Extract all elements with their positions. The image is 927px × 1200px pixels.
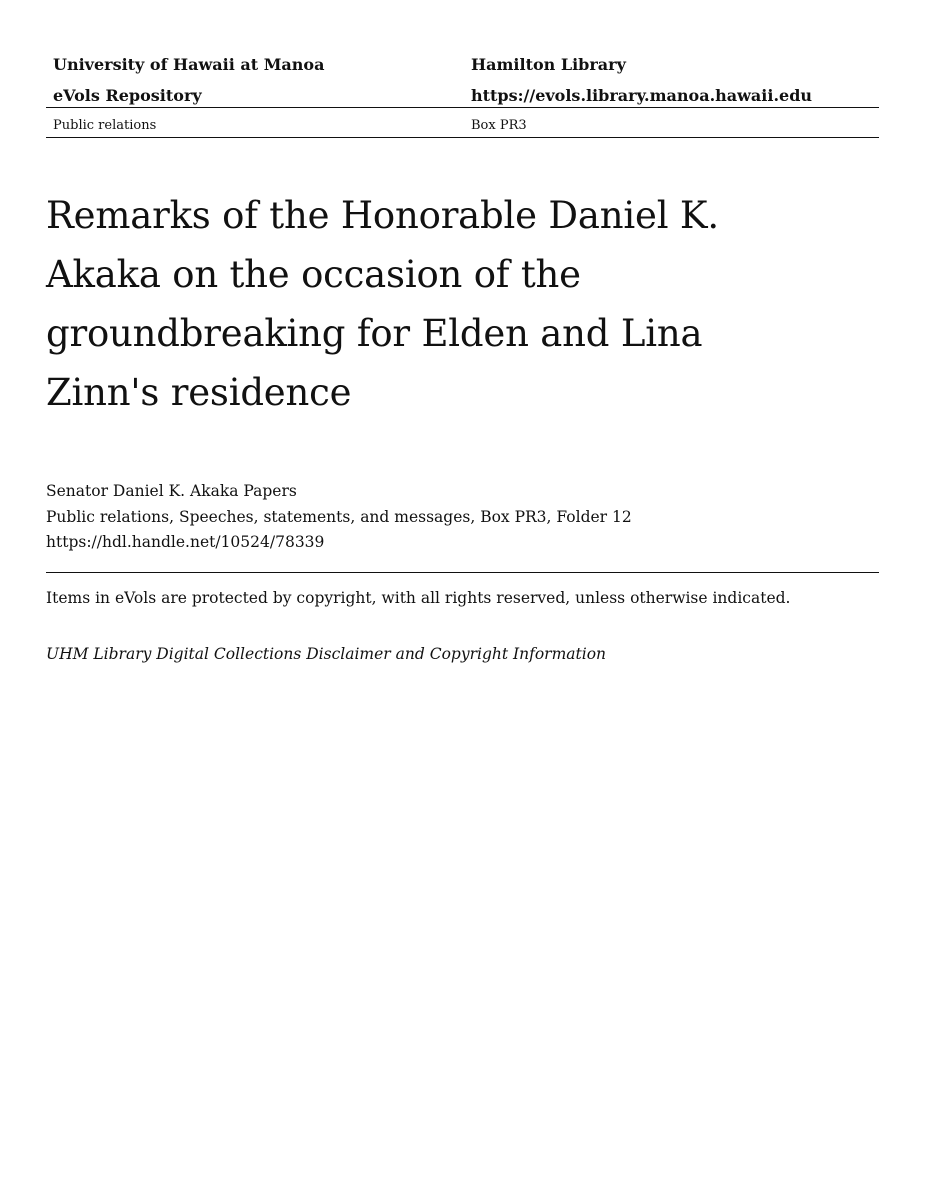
header-row-1 (46, 54, 879, 78)
copyright-notice: Items in eVols are protected by copyright, with all rights reserved, unless otherwise indicated. (46, 589, 791, 607)
collection-name: Senator Daniel K. Akaka Papers (46, 482, 297, 500)
collection-category: Public relations (53, 118, 157, 133)
folder-location: Public relations, Speeches, statements, and messages, Box PR3, Folder 12 (46, 508, 632, 526)
document-title: Remarks of the Honorable Daniel K. Akaka on the occasion of the groundbreaking for Elden and Lina Zinn's residence (46, 194, 719, 414)
library-name: Hamilton Library (471, 55, 626, 74)
box-label: Box PR3 (471, 118, 527, 133)
handle-link[interactable]: https://hdl.handle.net/10524/78339 (46, 533, 325, 551)
header-row-2 (46, 85, 879, 109)
disclaimer-link[interactable]: UHM Library Digital Collections Disclaimer and Copyright Information (46, 645, 607, 663)
header-bottom-divider (46, 137, 879, 138)
repository-name: eVols Repository (53, 86, 202, 105)
header-divider (46, 107, 879, 108)
metadata-divider (46, 572, 879, 573)
repository-url[interactable]: https://evols.library.manoa.hawaii.edu (471, 86, 813, 105)
header-subrow (46, 116, 879, 136)
institution-name: University of Hawaii at Manoa (53, 55, 325, 74)
